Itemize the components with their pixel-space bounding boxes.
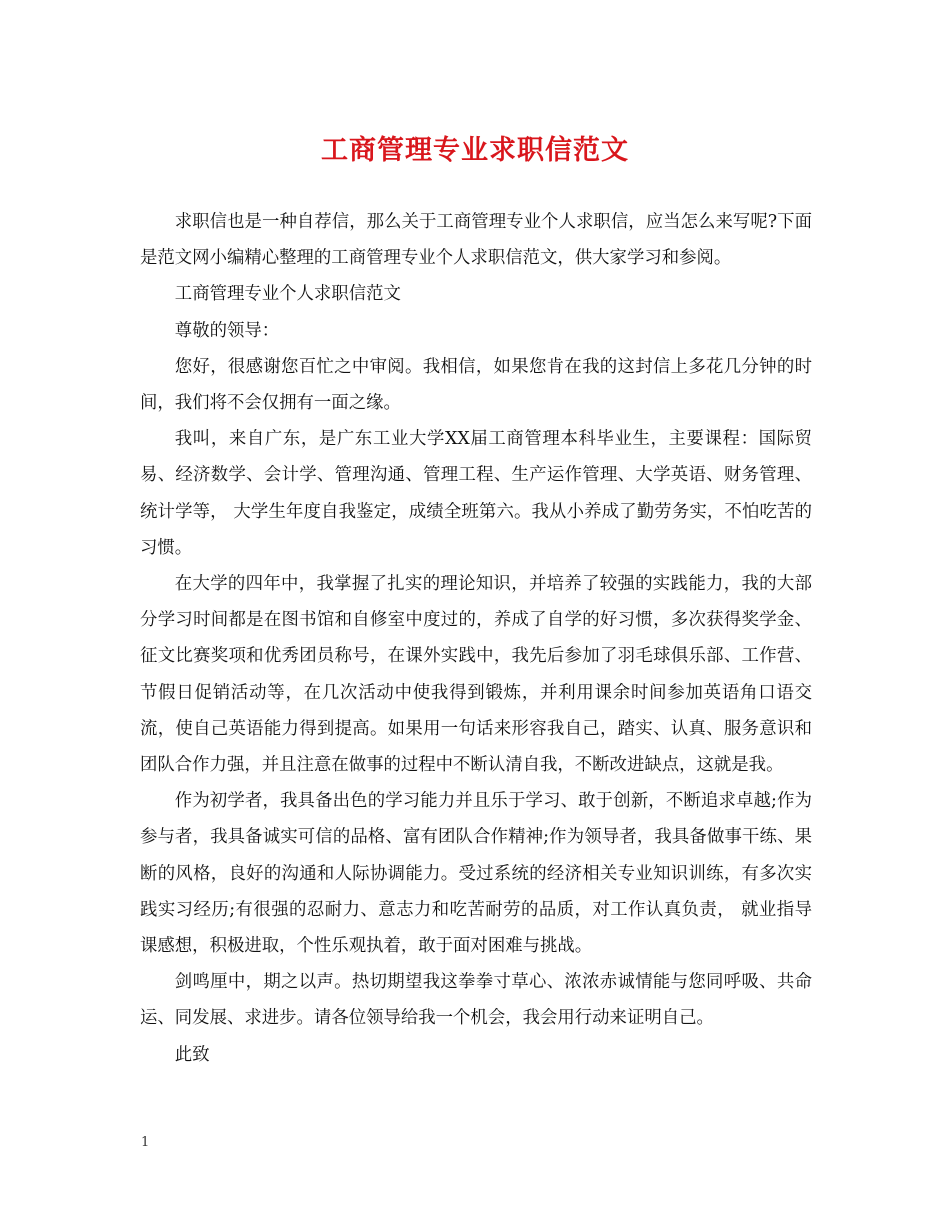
page-title: 工商管理专业求职信范文 (321, 135, 629, 166)
page-number: 1 (141, 1135, 150, 1150)
paragraph-closing: 剑鸣厘中，期之以声。热切期望我这拳拳寸草心、浓浓赤诚情能与您同呼吸、共命运、同发展、求进步。请各位领导给我一个机会，我会用行动来证明自己。 (140, 972, 812, 1029)
paragraph-background: 我叫，来自广东，是广东工业大学XX届工商管理本科毕业生，主要课程：国际贸易、经济数学、会计学、管理沟通、管理工程、生产运作管理、大学英语、财务管理、统计学等， 大学生年度自我鉴定，成绩全班第六。我从小养成了勤劳务实，不怕吃苦的习惯。 (140, 429, 812, 558)
paragraph-sign-off: 此致 (174, 1044, 210, 1065)
document-body (140, 204, 812, 1073)
paragraph-greeting: 您好，很感谢您百忙之中审阅。我相信，如果您肯在我的这封信上多花几分钟的时间，我们将不会仅拥有一面之缘。 (140, 356, 812, 414)
paragraph-intro: 求职信也是一种自荐信，那么关于工商管理专业个人求职信，应当怎么来写呢?下面是范文网小编精心整理的工商管理专业个人求职信范文，供大家学习和参阅。 (140, 212, 812, 269)
paragraph-subtitle: 工商管理专业个人求职信范文 (174, 284, 401, 305)
paragraph-university: 在大学的四年中，我掌握了扎实的理论知识，并培养了较强的实践能力，我的大部分学习时间都是在图书馆和自修室中度过的，养成了自学的好习惯，多次获得奖学金、征文比赛奖项和优秀团员称号，在课外实践中，我先后参加了羽毛球俱乐部、工作营、节假日促销活动等，在几次活动中使我得到锻炼，并利用课余时间参加英语角口语交流，使自己英语能力得到提高。如果用一句话来形容我自己，踏实、认真、服务意识和团队合作力强，并且注意在做事的过程中不断认清自我，不断改进缺点，这就是我。 (140, 574, 812, 776)
paragraph-qualities: 作为初学者，我具备出色的学习能力并且乐于学习、敢于创新，不断追求卓越;作为参与者，我具备诚实可信的品格、富有团队合作精神;作为领导者，我具备做事干练、果断的风格，良好的沟通和人际协调能力。受过系统的经济相关专业知识训练，有多次实践实习经历;有很强的忍耐力、意志力和吃苦耐劳的品质，对工作认真负责， 就业指导课感想，积极进取，个性乐观执着，敢于面对困难与挑战。 (140, 791, 812, 957)
paragraph-salutation: 尊敬的领导： (174, 320, 280, 341)
